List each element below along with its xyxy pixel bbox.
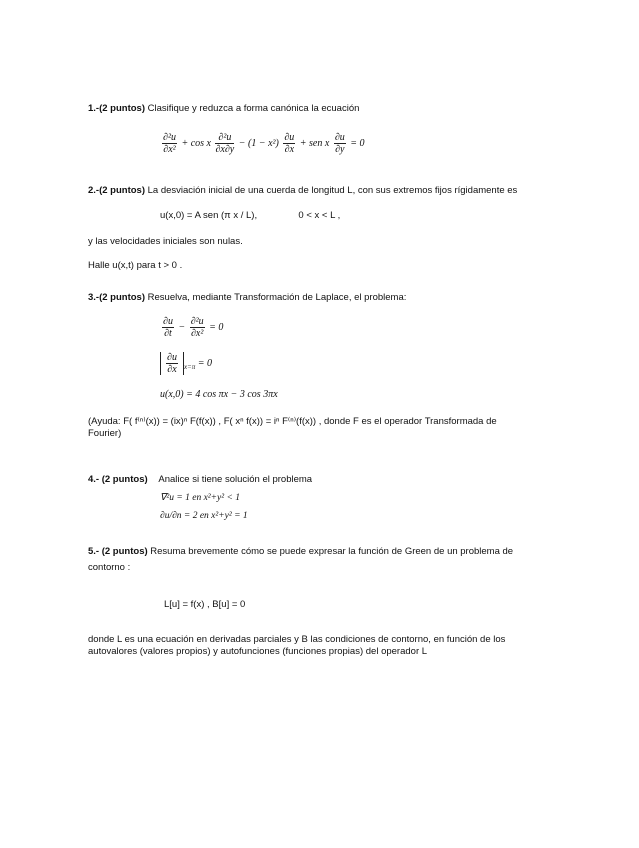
q5-heading: 5.- (2 puntos) [88, 546, 148, 557]
q1-t3-num: ∂u [284, 132, 295, 143]
q3-eq2-rhs: = 0 [197, 357, 213, 369]
q1-equation [160, 132, 365, 155]
q4-heading: 4.- (2 puntos) [88, 474, 148, 485]
q5-statement [88, 546, 513, 558]
q4-text: Analice si tiene solución el problema [158, 474, 313, 485]
q3-eq1-num-b: ∂²u [190, 316, 204, 327]
q3-help-line1: (Ayuda: F( f⁽ⁿ⁾(x)) = (ix)ⁿ F(f(x)) , F( xⁿ f(x)) = iⁿ F⁽ⁿ⁾(f(x)) , donde F es el operador Transformada de [88, 416, 497, 427]
q2-line2: y las velocidades iniciales son nulas. [88, 236, 243, 247]
q1-t2-num: ∂²u [215, 132, 234, 144]
q5-equation: L[u] = f(x) , B[u] = 0 [164, 599, 246, 610]
q3-statement [88, 292, 406, 304]
q3-eq1-den-b: ∂x² [190, 328, 204, 339]
q3-eq2-sub: x=π [183, 362, 196, 371]
q5-paragraph-line1: donde L es una ecuación en derivadas parciales y B las condiciones de contorno, en función de los [88, 634, 506, 645]
q2-initial-condition [160, 210, 340, 222]
q1-op2: − (1 − x²) [238, 137, 279, 149]
q3-eq2 [160, 352, 212, 375]
q1-rhs: = 0 [350, 137, 365, 149]
q3-eq1-op: − [178, 321, 186, 333]
q4-line2: ∂u/∂n = 2 en x²+y² = 1 [160, 511, 248, 521]
q1-op1: + cos x [181, 137, 211, 149]
q1-text: Clasifique y reduzca a forma canónica la ecuación [147, 103, 360, 114]
q1-heading: 1.-(2 puntos) [88, 103, 145, 114]
q3-help-line2: Fourier) [88, 428, 122, 439]
q5-paragraph-line2: autovalores (valores propios) y autofunciones (funciones propias) del operador L [88, 646, 428, 657]
q3-eq3: u(x,0) = 4 cos πx − 3 cos 3πx [160, 389, 278, 400]
q1-t4-num: ∂u [334, 132, 345, 143]
q3-eq1-rhs: = 0 [209, 321, 224, 333]
q5-line-b: contorno : [88, 562, 131, 573]
q3-eq2-num: ∂u [167, 352, 177, 363]
q3-eq1-num-a: ∂u [163, 316, 173, 327]
q3-text: Resuelva, mediante Transformación de Laplace, el problema: [147, 292, 407, 303]
q3-eq2-den: ∂x [167, 364, 177, 375]
q1-statement [88, 103, 359, 115]
q5-text: Resuma brevemente cómo se puede expresar la función de Green de un problema de [150, 546, 514, 557]
q3-eq1 [160, 316, 223, 339]
q2-range: 0 < x < L , [298, 210, 341, 221]
q1-t1-den: ∂x² [163, 144, 176, 155]
q2-line3: Halle u(x,t) para t > 0 . [88, 260, 183, 271]
q1-op3: + sen x [299, 137, 330, 149]
q2-heading: 2.-(2 puntos) [88, 185, 145, 196]
q4-line1: ∇²u = 1 en x²+y² < 1 [160, 493, 241, 503]
q1-t1-num: ∂²u [163, 132, 176, 143]
q2-statement [88, 185, 517, 197]
q1-t4-den: ∂y [335, 144, 345, 155]
q2-cond: u(x,0) = A sen (π x / L), [160, 210, 258, 221]
q4-statement [88, 474, 312, 486]
q3-heading: 3.-(2 puntos) [88, 292, 145, 303]
q2-text: La desviación inicial de una cuerda de longitud L, con sus extremos fijos rígidamente es [147, 185, 518, 196]
q1-t3-den: ∂x [284, 144, 295, 155]
q3-eq1-den-a: ∂t [164, 328, 172, 339]
q1-t2-den: ∂x∂y [215, 144, 235, 155]
